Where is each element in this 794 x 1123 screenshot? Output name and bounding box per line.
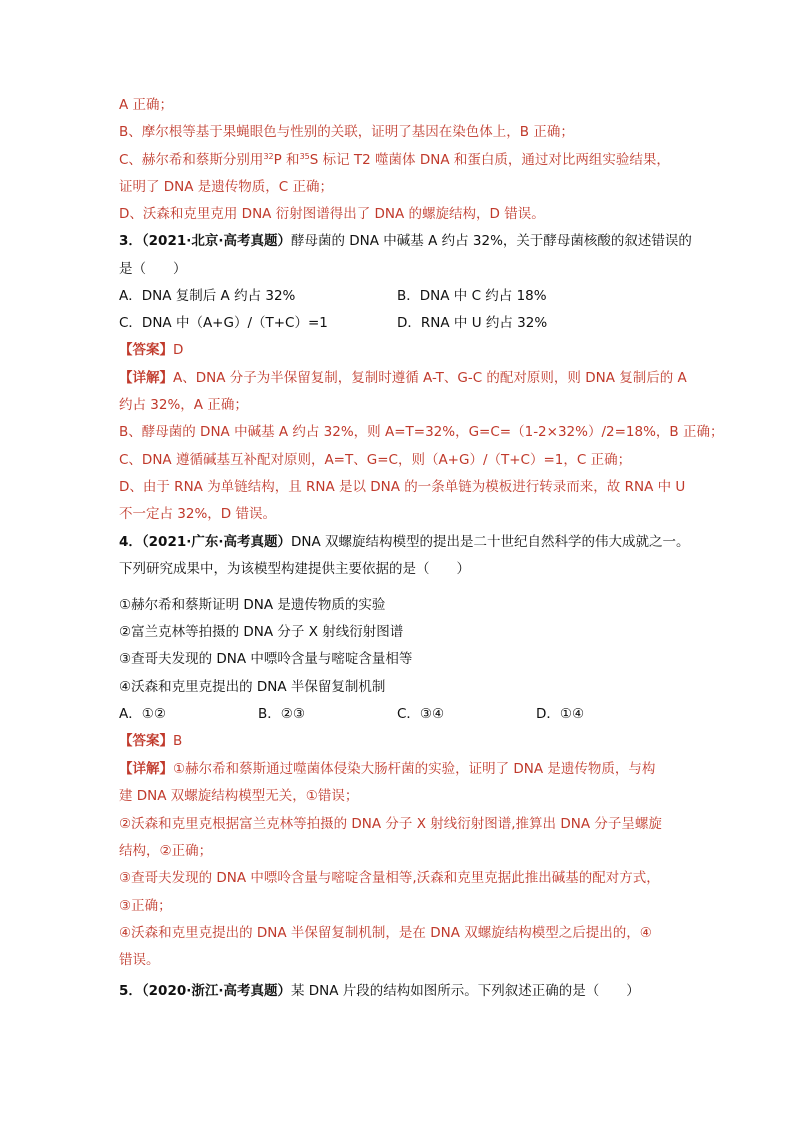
q4-option-d: D．①④ [536,706,585,722]
q2-c-text-1: C、赫尔希和蔡斯分别用 [119,152,264,168]
q3-source: （2021·北京·高考真题） [141,233,291,249]
q3-detail-line3: B、酵母菌的 DNA 中碱基 A 约占 32%，则 A=T=32%，G=C=（1-2×32%）/2=18%，B 正确； [119,424,724,440]
q4-source: （2021·广东·高考真题） [141,534,291,550]
q3-option-c: C．DNA 中（A+G）/（T+C）=1 [119,315,328,331]
q4-detail-line4: 结构，②正确； [119,843,213,859]
q4-statement-4: ④沃森和克里克提出的 DNA 半保留复制机制 [119,679,386,695]
q4-detail-line5: ③查哥夫发现的 DNA 中嘌呤含量与嘧啶含量相等,沃森和克里克据此推出碱基的配对方式， [119,870,660,886]
q3-number: 3． [119,233,142,249]
detail-label: 【详解】 [119,370,173,386]
q2-explanation-c-line1 [119,150,670,170]
q3-option-b: B．DNA 中 C 约占 18% [397,288,547,304]
q3-stem-text: 酵母菌的 DNA 中碱基 A 约占 32%，关于酵母菌核酸的叙述错误的 [291,233,692,249]
q4-statement-2: ②富兰克林等拍摄的 DNA 分子 X 射线衍射图谱 [119,624,404,640]
q4-detail-line7: ④沃森和克里克提出的 DNA 半保留复制机制，是在 DNA 双螺旋结构模型之后提出的，④ [119,925,652,941]
q2-explanation-c-line2: 证明了 DNA 是遗传物质，C 正确； [119,179,334,195]
q3-option-d: D．RNA 中 U 约占 32% [397,315,548,331]
q3-detail-text-1: A、DNA 分子为半保留复制，复制时遵循 A-T、G-C 的配对原则，则 DNA 复制后的 A [173,370,687,386]
answer-value: D [173,342,184,358]
answer-value: B [173,733,183,749]
q4-number: 4． [119,534,142,550]
q2-explanation-d: D、沃森和克里克用 DNA 衍射图谱得出了 DNA 的螺旋结构，D 错误。 [119,206,545,222]
q3-detail-line5: D、由于 RNA 为单链结构，且 RNA 是以 DNA 的一条单链为模板进行转录而来，故 RNA 中 U [119,479,686,495]
q3-answer [119,340,183,360]
q4-stem-line2: 下列研究成果中，为该模型构建提供主要依据的是（ ） [119,561,470,577]
q2-explanation-b: B、摩尔根等基于果蝇眼色与性别的关联，证明了基因在染色体上，B 正确； [119,124,574,140]
q3-option-a: A．DNA 复制后 A 约占 32% [119,288,296,304]
q4-statement-3: ③查哥夫发现的 DNA 中嘌呤含量与嘧啶含量相等 [119,651,413,667]
q4-stem-line1 [119,532,690,552]
q2-c-text-3: S 标记 T2 噬菌体 DNA 和蛋白质，通过对比两组实验结果， [309,152,670,168]
q4-detail-line2: 建 DNA 双螺旋结构模型无关，①错误； [119,788,359,804]
q4-detail-line6: ③正确； [119,898,172,914]
q5-number: 5． [119,983,142,999]
q4-option-a: A．①② [119,706,166,722]
q3-detail-line6: 不一定占 32%，D 错误。 [119,506,276,522]
superscript-35: 35 [299,152,310,161]
q4-detail-text-1: ①赫尔希和蔡斯通过噬菌体侵染大肠杆菌的实验，证明了 DNA 是遗传物质，与构 [173,761,656,777]
q3-detail-line4: C、DNA 遵循碱基互补配对原则，A=T、G=C，则（A+G）/（T+C）=1，C 正确； [119,452,632,468]
detail-label: 【详解】 [119,761,173,777]
q4-stem-text: DNA 双螺旋结构模型的提出是二十世纪自然科学的伟大成就之一。 [291,534,690,550]
answer-label: 【答案】 [119,342,173,358]
superscript-32: 32 [263,152,274,161]
q4-answer [119,731,182,751]
q3-stem-line2: 是（ ） [119,261,187,277]
q4-detail-line8: 错误。 [119,952,160,968]
q5-stem-text: 某 DNA 片段的结构如图所示。下列叙述正确的是（ ） [291,983,640,999]
q3-stem-line1 [119,231,692,251]
q2-c-text-2: P 和 [273,152,300,168]
q4-detail-line1 [119,759,655,779]
q2-explanation-a: A 正确； [119,97,174,113]
q4-option-c: C．③④ [397,706,445,722]
q3-detail-line2: 约占 32%，A 正确； [119,397,248,413]
q5-stem [119,981,640,1001]
q5-source: （2020·浙江·高考真题） [141,983,291,999]
answer-label: 【答案】 [119,733,173,749]
q4-statement-1: ①赫尔希和蔡斯证明 DNA 是遗传物质的实验 [119,597,386,613]
q4-detail-line3: ②沃森和克里克根据富兰克林等拍摄的 DNA 分子 X 射线衍射图谱,推算出 DNA 分子呈螺旋 [119,816,662,832]
q4-option-b: B．②③ [258,706,305,722]
q3-detail-line1 [119,368,687,388]
